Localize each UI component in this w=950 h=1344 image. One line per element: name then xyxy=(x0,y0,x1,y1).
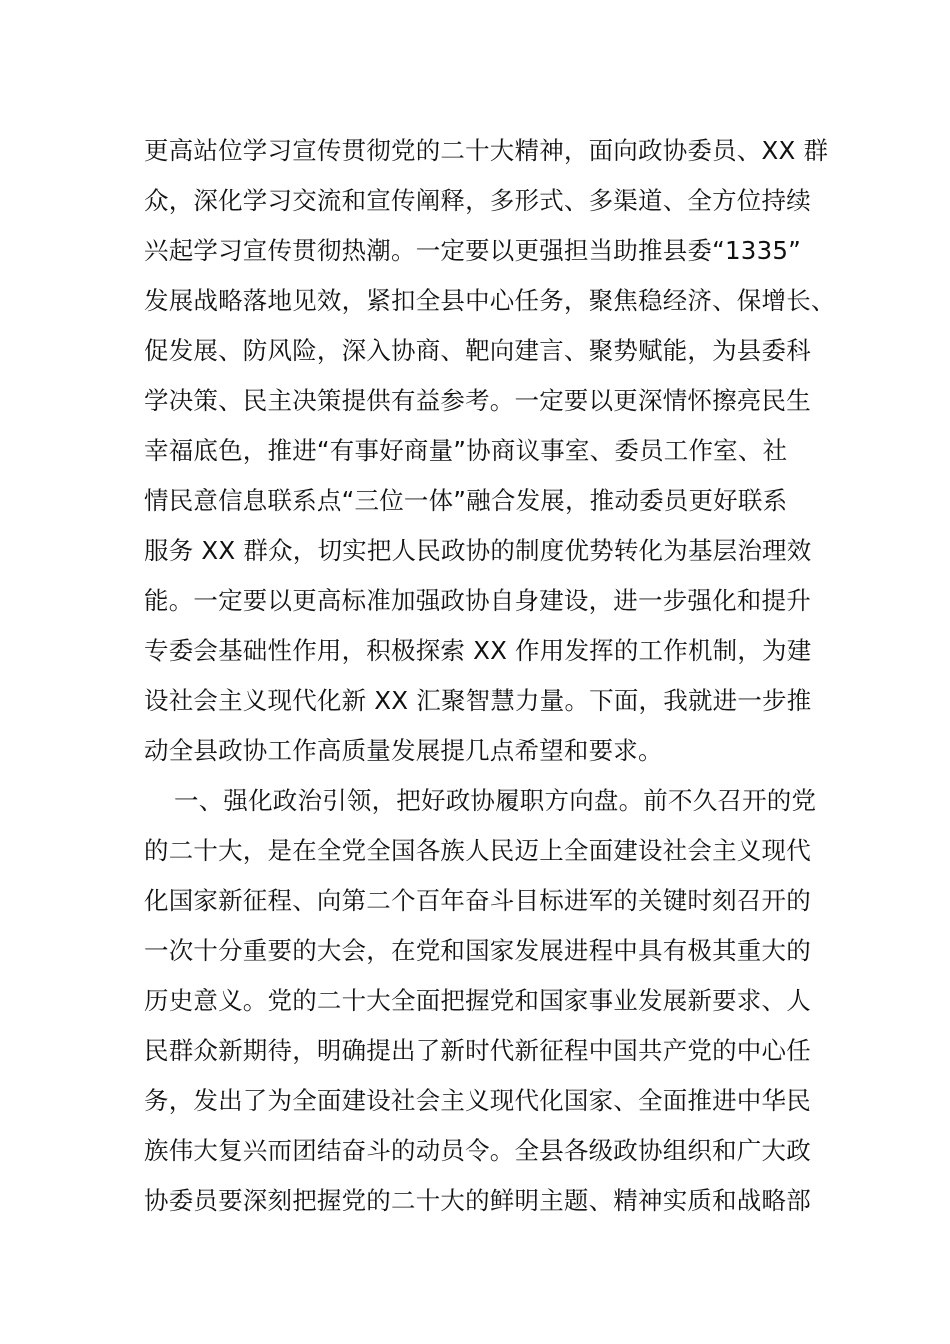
text-line: 学决策、民主决策提供有益参考。一定要以更深情怀擦亮民生 xyxy=(144,386,811,415)
text-line: 设社会主义现代化新 XX 汇聚智慧力量。下面，我就进一步推 xyxy=(144,686,812,715)
text-line: 动全县政协工作高质量发展提几点希望和要求。 xyxy=(144,736,663,765)
document-body xyxy=(144,126,836,1226)
text-line: 情民意信息联系点“三位一体”融合发展，推动委员更好联系 xyxy=(144,486,788,515)
text-line: 一次十分重要的大会，在党和国家发展进程中具有极其重大的 xyxy=(144,936,811,965)
text-line: 幸福底色，推进“有事好商量”协商议事室、委员工作室、社 xyxy=(144,436,788,465)
text-line: 服务 XX 群众，切实把人民政协的制度优势转化为基层治理效 xyxy=(144,536,812,565)
text-line: 促发展、防风险，深入协商、靶向建言、聚势赋能，为县委科 xyxy=(144,336,811,365)
text-line: 能。一定要以更高标准加强政协自身建设，进一步强化和提升 xyxy=(144,586,811,615)
text-line: 历史意义。党的二十大全面把握党和国家事业发展新要求、人 xyxy=(144,986,811,1015)
section-heading-line: 一、强化政治引领，把好政协履职方向盘。前不久召开的党 xyxy=(174,786,817,815)
text-line: 的二十大，是在全党全国各族人民迈上全面建设社会主义现代 xyxy=(144,836,811,865)
text-line: 民群众新期待，明确提出了新时代新征程中国共产党的中心任 xyxy=(144,1036,811,1065)
text-line: 专委会基础性作用，积极探索 XX 作用发挥的工作机制，为建 xyxy=(144,636,812,665)
text-line: 族伟大复兴而团结奋斗的动员令。全县各级政协组织和广大政 xyxy=(144,1136,811,1165)
text-line: 兴起学习宣传贯彻热潮。一定要以更强担当助推县委“1335” xyxy=(144,236,802,265)
text-line: 更高站位学习宣传贯彻党的二十大精神，面向政协委员、XX 群 xyxy=(144,136,829,165)
text-line: 协委员要深刻把握党的二十大的鲜明主题、精神实质和战略部 xyxy=(144,1186,811,1215)
text-line: 众，深化学习交流和宣传阐释，多形式、多渠道、全方位持续 xyxy=(144,186,811,215)
text-line: 发展战略落地见效，紧扣全县中心任务，聚焦稳经济、保增长、 xyxy=(144,286,836,315)
text-line: 务，发出了为全面建设社会主义现代化国家、全面推进中华民 xyxy=(144,1086,811,1115)
text-line: 化国家新征程、向第二个百年奋斗目标进军的关键时刻召开的 xyxy=(144,886,811,915)
